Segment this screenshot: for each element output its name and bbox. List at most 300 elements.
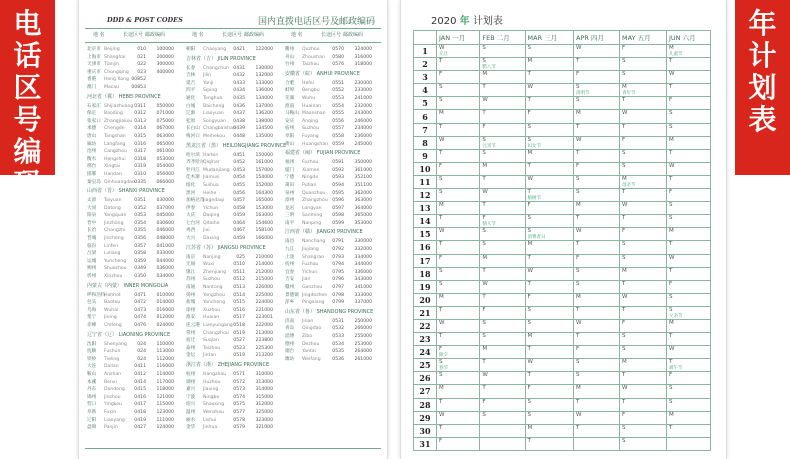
calendar-cell[interactable] [620,189,667,202]
calendar-cell[interactable] [666,162,710,175]
calendar-cell[interactable] [620,175,667,188]
calendar-cell[interactable] [525,372,574,385]
city-pinyin: Maanshan [302,111,326,117]
calendar-cell[interactable] [666,175,710,188]
area-code-row [87,243,182,251]
calendar-cell[interactable] [666,437,710,450]
weekday-letter: T [576,241,580,248]
calendar-cell[interactable] [620,136,667,149]
calendar-cell[interactable] [574,149,620,162]
calendar-cell[interactable] [525,437,574,450]
area-code-row [87,133,182,141]
area-code: 0794 [332,262,344,268]
weekday-letter: S [482,149,486,156]
area-code-row [186,371,281,379]
weekday-letter: S [668,306,673,313]
calendar-cell[interactable] [525,97,574,110]
area-code-row [186,292,281,300]
calendar-cell[interactable] [574,228,620,241]
calendar-cell[interactable] [620,162,667,175]
calendar-cell[interactable] [574,280,620,293]
calendar-cell[interactable] [525,175,574,188]
calendar-cell[interactable] [620,45,667,58]
calendar-cell[interactable] [620,333,667,346]
calendar-cell[interactable] [437,149,480,162]
day-number: 15 [414,228,437,241]
area-code: 0472 [134,300,146,306]
calendar-cell[interactable] [480,175,525,188]
calendar-cell[interactable] [480,162,525,175]
calendar-cell[interactable] [525,149,574,162]
calendar-cell[interactable] [525,189,574,202]
calendar-cell[interactable] [480,437,525,450]
calendar-cell[interactable] [437,306,480,319]
city-pinyin: Lvliang [104,251,121,257]
calendar-cell[interactable] [525,110,574,123]
area-code-row [186,269,281,277]
city-pinyin: Shanghai [104,54,126,60]
city-name: 黑河 [186,190,196,196]
calendar-cell[interactable] [437,437,480,450]
calendar-cell[interactable] [525,254,574,267]
calendar-cell[interactable] [437,333,480,346]
calendar-cell[interactable] [480,293,525,306]
weekday-letter: F [668,189,673,196]
calendar-row [414,437,711,450]
area-code: 0551 [332,80,344,86]
calendar-cell[interactable] [666,293,710,306]
calendar-cell[interactable] [480,254,525,267]
day-number: 19 [414,280,437,293]
province-heading: 江苏省（苏） JIANGSU PROVINCE [186,244,266,251]
day-number: 22 [414,319,437,332]
calendar-cell[interactable] [480,398,525,411]
weekday-letter: T [439,58,443,65]
city-pinyin: Liaoyuan [203,111,224,117]
calendar-cell[interactable] [666,215,710,228]
city-pinyin: Qingdao [302,326,322,332]
weekday-letter: F [668,372,673,379]
calendar-cell[interactable] [574,123,620,136]
calendar-cell[interactable] [574,411,620,424]
weekday-letter: W [439,136,445,143]
calendar-row [414,136,711,149]
calendar-cell[interactable] [574,110,620,123]
weekday-letter: W [527,175,533,182]
city-pinyin: Jinzhou [104,394,121,400]
calendar-cell[interactable] [666,71,710,84]
calendar-cell[interactable] [574,71,620,84]
calendar-cell[interactable] [620,110,667,123]
weekday-letter: T [482,293,486,300]
city-pinyin: Taiyuan [104,198,122,204]
calendar-cell[interactable] [620,398,667,411]
area-code: 0513 [233,285,245,291]
area-code-row [186,345,281,353]
calendar-cell[interactable] [574,267,620,280]
area-code-row [186,174,281,182]
calendar-cell[interactable] [666,280,710,293]
calendar-cell[interactable] [620,241,667,254]
area-code: 0431 [233,65,245,71]
calendar-cell[interactable] [666,398,710,411]
calendar-cell[interactable] [480,189,525,202]
calendar-cell[interactable] [525,202,574,215]
city-name: 宿迁 [186,338,196,344]
calendar-cell[interactable] [525,280,574,293]
calendar-cell[interactable] [666,306,710,319]
area-code-row [87,148,182,156]
city-pinyin: Ningbo [203,394,220,400]
calendar-cell[interactable] [437,71,480,84]
province-heading: 浙江省（浙） ZHEJIANG PROVINCE [186,361,270,368]
calendar-cell[interactable] [480,58,525,71]
calendar-cell[interactable] [574,254,620,267]
calendar-cell[interactable] [666,241,710,254]
calendar-cell[interactable] [574,385,620,398]
calendar-cell[interactable] [666,110,710,123]
calendar-cell[interactable] [437,293,480,306]
calendar-cell[interactable] [525,293,574,306]
calendar-cell[interactable] [620,58,667,71]
calendar-cell[interactable] [620,215,667,228]
calendar-cell[interactable] [437,346,480,359]
calendar-cell[interactable] [437,175,480,188]
area-code-row [186,337,281,345]
calendar-cell[interactable] [525,123,574,136]
column-header: 邮政编码 [145,32,166,38]
calendar-cell[interactable] [525,267,574,280]
weekday-letter: T [527,162,531,169]
calendar-cell[interactable] [437,84,480,97]
calendar-cell[interactable] [574,319,620,332]
calendar-cell[interactable] [574,241,620,254]
city-name: 赤峰 [87,323,97,328]
calendar-cell[interactable] [620,97,667,110]
area-code: 0350 [134,274,146,280]
calendar-cell[interactable] [437,359,480,372]
area-code-row [186,261,281,269]
calendar-cell[interactable] [666,254,710,267]
calendar-cell[interactable] [437,45,480,58]
area-code: 0792 [332,247,344,253]
calendar-cell[interactable] [437,254,480,267]
area-code: 024 [137,349,146,355]
calendar-cell[interactable] [437,162,480,175]
area-code-row [186,182,281,190]
calendar-cell[interactable] [574,306,620,319]
calendar-cell[interactable] [666,333,710,346]
area-code: 0317 [134,149,146,155]
day-number: 6 [414,110,437,123]
calendar-cell[interactable] [525,58,574,71]
calendar-cell[interactable] [525,411,574,424]
postal-code: 134500 [255,126,273,132]
calendar-cell[interactable] [620,280,667,293]
calendar-cell[interactable] [480,215,525,228]
calendar-cell[interactable] [574,346,620,359]
calendar-cell[interactable] [620,123,667,136]
calendar-cell[interactable] [666,149,710,162]
area-code-row [87,424,182,432]
calendar-cell[interactable] [666,267,710,280]
calendar-cell[interactable] [525,228,574,241]
weekday-letter: S [482,45,486,51]
calendar-cell[interactable] [480,424,525,437]
city-pinyin: Benxi [104,379,117,385]
calendar-cell[interactable] [620,149,667,162]
calendar-cell[interactable] [620,437,667,450]
calendar-cell[interactable] [666,385,710,398]
calendar-cell[interactable] [437,215,480,228]
area-code-row [186,299,281,307]
calendar-cell[interactable] [620,411,667,424]
calendar-cell[interactable] [666,346,710,359]
calendar-cell[interactable] [620,293,667,306]
calendar-cell[interactable] [574,162,620,175]
calendar-cell[interactable] [666,319,710,332]
weekday-letter: M [576,385,581,392]
calendar-row [414,149,711,162]
area-code: 0459 [233,213,245,219]
calendar-cell[interactable] [480,149,525,162]
calendar-cell[interactable] [574,202,620,215]
area-code: 0313 [134,118,146,124]
area-code-row [87,386,182,394]
area-code-row [285,190,380,198]
calendar-cell[interactable] [437,372,480,385]
calendar-cell[interactable] [480,84,525,97]
calendar-cell[interactable] [525,398,574,411]
calendar-cell[interactable] [574,136,620,149]
calendar-cell[interactable] [525,45,574,58]
weekday-letter: T [668,58,673,65]
holiday-label: 春节 [439,366,448,372]
calendar-cell[interactable] [620,254,667,267]
city-pinyin: Xiamen [302,167,320,173]
calendar-cell[interactable] [666,45,710,58]
calendar-cell[interactable] [437,136,480,149]
calendar-cell[interactable] [666,84,710,97]
area-code-row [186,322,281,330]
calendar-cell[interactable] [666,411,710,424]
calendar-cell[interactable] [574,293,620,306]
calendar-cell[interactable] [525,359,574,372]
calendar-cell[interactable] [525,162,574,175]
postal-code: 135000 [255,133,273,139]
area-code-row [186,65,281,73]
calendar-cell[interactable] [437,228,480,241]
calendar-cell[interactable] [525,424,574,437]
weekday-letter: M [482,346,488,353]
calendar-cell[interactable] [620,71,667,84]
weekday-letter: M [439,110,444,117]
postal-code: 152000 [255,182,273,188]
calendar-cell[interactable] [574,359,620,372]
city-pinyin: Fuzhou [302,262,319,268]
weekday-letter: W [576,411,582,418]
calendar-cell[interactable] [666,359,710,372]
calendar-cell[interactable] [437,280,480,293]
area-code: 0575 [233,402,245,408]
calendar-cell[interactable] [437,424,480,437]
day-number: 3 [414,71,437,84]
calendar-cell[interactable] [480,267,525,280]
calendar-cell[interactable] [666,228,710,241]
calendar-cell[interactable] [525,346,574,359]
calendar-cell[interactable] [574,424,620,437]
area-code-row [285,61,380,69]
calendar-cell[interactable] [437,319,480,332]
calendar-cell[interactable] [437,267,480,280]
postal-code: 014000 [156,300,174,306]
calendar-cell[interactable] [666,189,710,202]
calendar-cell[interactable] [480,359,525,372]
calendar-cell[interactable] [666,136,710,149]
calendar-cell[interactable] [620,424,667,437]
calendar-cell[interactable] [480,123,525,136]
calendar-cell[interactable] [620,385,667,398]
calendar-cell[interactable] [437,58,480,71]
calendar-cell[interactable] [574,175,620,188]
area-code-row [87,235,182,243]
day-number: 16 [414,241,437,254]
city-name: 上饶 [285,254,295,260]
calendar-cell[interactable] [480,280,525,293]
calendar-cell[interactable] [480,136,525,149]
calendar-cell[interactable] [525,333,574,346]
calendar-cell[interactable] [437,398,480,411]
city-name: 无锡 [186,262,196,268]
area-code: 0553 [332,95,344,101]
area-code-row [186,307,281,315]
calendar-cell[interactable] [620,319,667,332]
calendar-cell[interactable] [574,97,620,110]
calendar-cell[interactable] [574,333,620,346]
calendar-cell[interactable] [437,202,480,215]
area-code-row [87,371,182,379]
calendar-cell[interactable] [480,385,525,398]
calendar-cell[interactable] [666,58,710,71]
calendar-cell[interactable] [480,241,525,254]
postal-code: 065000 [156,141,174,147]
calendar-cell[interactable] [480,71,525,84]
postal-code: 200000 [156,54,174,60]
calendar-cell[interactable] [480,202,525,215]
calendar-cell[interactable] [666,123,710,136]
area-code-row [285,110,380,118]
calendar-cell[interactable] [666,97,710,110]
calendar-cell[interactable] [574,45,620,58]
calendar-row [414,84,711,97]
month-header: JAN 一月 [437,31,480,45]
calendar-cell[interactable] [525,385,574,398]
calendar-cell[interactable] [480,333,525,346]
calendar-cell[interactable] [480,319,525,332]
city-name: 马鞍山 [285,111,299,117]
city-name: 石家庄 [87,103,101,109]
calendar-cell[interactable] [480,372,525,385]
calendar-cell[interactable] [525,215,574,228]
calendar-cell[interactable] [666,372,710,385]
calendar-cell[interactable] [666,202,710,215]
calendar-cell[interactable] [620,84,667,97]
city-name: 杭州 [186,371,196,377]
calendar-cell[interactable] [525,241,574,254]
calendar-cell[interactable] [480,110,525,123]
calendar-cell[interactable] [666,424,710,437]
calendar-cell[interactable] [574,372,620,385]
city-name: 盐城 [186,300,196,306]
calendar-cell[interactable] [620,359,667,372]
city-name: 天津市 [87,62,101,68]
calendar-row [414,228,711,241]
calendar-cell[interactable] [437,241,480,254]
calendar-cell[interactable] [437,110,480,123]
area-code-row [285,133,380,141]
calendar-cell[interactable] [620,306,667,319]
calendar-cell[interactable] [437,97,480,110]
postal-code: 224000 [255,300,273,306]
calendar-cell[interactable] [480,97,525,110]
calendar-row [414,385,711,398]
area-code: 010 [137,47,146,52]
calendar-cell[interactable] [437,385,480,398]
calendar-cell[interactable] [437,189,480,202]
postal-code: 066000 [156,179,174,185]
calendar-cell[interactable] [574,437,620,450]
city-pinyin: Hangzhou [203,371,227,377]
calendar-cell[interactable] [480,45,525,58]
calendar-cell[interactable] [574,84,620,97]
calendar-cell[interactable] [437,411,480,424]
area-code: 0411 [134,364,146,370]
calendar-cell[interactable] [620,346,667,359]
city-pinyin: Yichun [203,205,219,211]
area-code-row [87,76,182,84]
calendar-cell[interactable] [574,398,620,411]
postal-code: 321000 [255,425,273,431]
area-code: 0456 [233,190,245,196]
calendar-cell[interactable] [574,58,620,71]
weekday-letter: T [668,175,673,182]
area-code-row [87,292,182,300]
calendar-cell[interactable] [525,306,574,319]
weekday-letter: T [439,424,443,431]
city-pinyin: Cangzhou [104,149,127,155]
calendar-cell[interactable] [620,267,667,280]
calendar-cell[interactable] [480,411,525,424]
calendar-cell[interactable] [480,228,525,241]
postal-code: 215000 [255,277,273,283]
weekday-letter: F [668,280,673,287]
calendar-cell[interactable] [525,136,574,149]
calendar-cell[interactable] [620,202,667,215]
calendar-cell[interactable] [480,346,525,359]
calendar-cell[interactable] [525,84,574,97]
calendar-row [414,333,711,346]
calendar-cell[interactable] [437,123,480,136]
calendar-cell[interactable] [480,306,525,319]
calendar-cell[interactable] [525,319,574,332]
calendar-cell[interactable] [574,215,620,228]
calendar-cell[interactable] [620,228,667,241]
calendar-cell[interactable] [620,372,667,385]
calendar-cell[interactable] [525,71,574,84]
area-code: 0577 [233,409,245,415]
calendar-cell[interactable] [574,189,620,202]
banner-char: 年 [748,7,777,40]
